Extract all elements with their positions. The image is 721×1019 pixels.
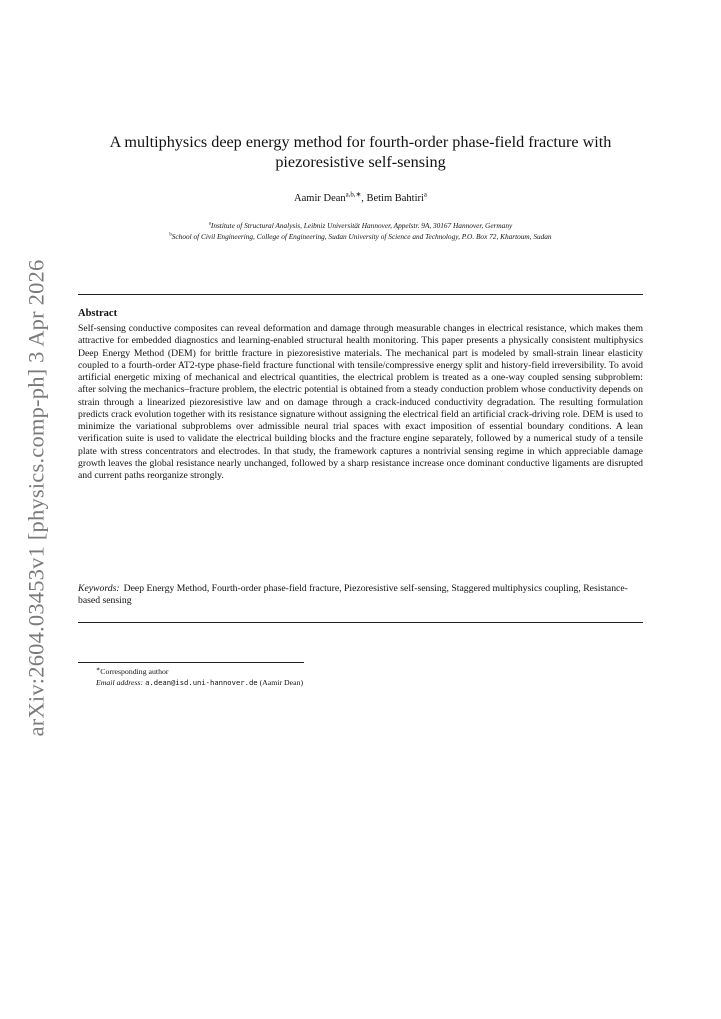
affiliation-text: School of Civil Engineering, College of Engineering, Sudan University of Science and Technology, P.O. Box 72, Khartoum, Sudan <box>171 231 552 241</box>
author-name: Aamir Dean <box>294 193 346 204</box>
affiliation-item <box>78 221 643 232</box>
footnote-mark: ∗ <box>96 666 101 673</box>
email-owner: (Aamir Dean) <box>259 678 304 687</box>
abstract-heading: Abstract <box>78 308 118 319</box>
affiliation-text: Institute of Structural Analysis, Leibniz Universität Hannover, Appelstr. 9A, 30167 Hannover, Germany <box>210 221 513 230</box>
keywords-label: Keywords: <box>78 583 120 594</box>
arxiv-identifier: arXiv:2604.03453v1 [physics.comp-ph] 3 Apr 2026 <box>23 259 49 736</box>
email-note <box>96 677 636 688</box>
author-list <box>70 193 651 204</box>
author-affiliation-mark: a,b,∗ <box>345 191 362 199</box>
affiliation-mark: b <box>169 232 172 238</box>
corresponding-author-note <box>96 666 636 677</box>
affiliation-item <box>78 232 643 243</box>
paper-title: A multiphysics deep energy method for fourth-order phase-field fracture with piezoresistive self-sensing <box>109 133 612 171</box>
footnote-rule <box>78 662 304 663</box>
keywords-text: Deep Energy Method, Fourth-order phase-field fracture, Piezoresistive self-sensing, Staggered multiphysics coupling, Resistance-based sensing <box>78 583 628 607</box>
arxiv-sidebar <box>18 250 54 745</box>
affiliation-mark: a <box>208 221 211 227</box>
author-affiliation-mark: a <box>423 191 427 199</box>
email-label: Email address: <box>96 678 144 687</box>
abstract-text: Self-sensing conductive composites can reveal deformation and damage through measurable changes in electrical resistance, which makes them attractive for embedded diagnostics and learning-enabled structural health monitoring. This paper presents a physically consistent multiphysics Deep Energy Method (DEM) for brittle fracture in piezoresistive materials. The mechanical part is modeled by small-strain linear elasticity coupled to a fourth-order AT2-type phase-field fracture functional with tensile/compressive energy split and history-field irreversibility. To avoid artificial energetic mixing of mechanical and electrical quantities, the electrical problem is treated as a one-way coupled sensing subproblem: after solving the mechanics–fracture problem, the electric potential is obtained from a steady conduction problem whose conductivity depends on strain through a linearized piezoresistive law and on damage through a crack-induced conductivity degradation. The resulting formulation predicts crack evolution together with its resistance signature without assigning the electrical field an artificial crack-driving role. DEM is used to minimize the variational subproblems over admissible neural trial spaces with exact imposition of essential boundary conditions. A lean verification suite is used to validate the electrical building blocks and the fracture engine separately, followed by a numerical study of a tensile plate with stress concentrators and electrodes. In that study, the framework captures a nontrivial sensing regime in which appreciable damage growth leaves the global resistance nearly unchanged, followed by a sharp resistance increase once dominant conductive ligaments are disrupted and current paths reorganize strongly. <box>78 323 643 481</box>
keywords <box>78 583 643 608</box>
email-address[interactable]: a.dean@isd.uni-hannover.de <box>145 678 258 687</box>
footnote-text: Corresponding author <box>100 667 169 676</box>
abstract-top-rule <box>78 294 643 295</box>
author-separator: , <box>361 193 367 204</box>
affiliation-list <box>78 221 643 242</box>
author-name: Betim Bahtiri <box>366 193 424 204</box>
abstract-bottom-rule <box>78 622 643 623</box>
